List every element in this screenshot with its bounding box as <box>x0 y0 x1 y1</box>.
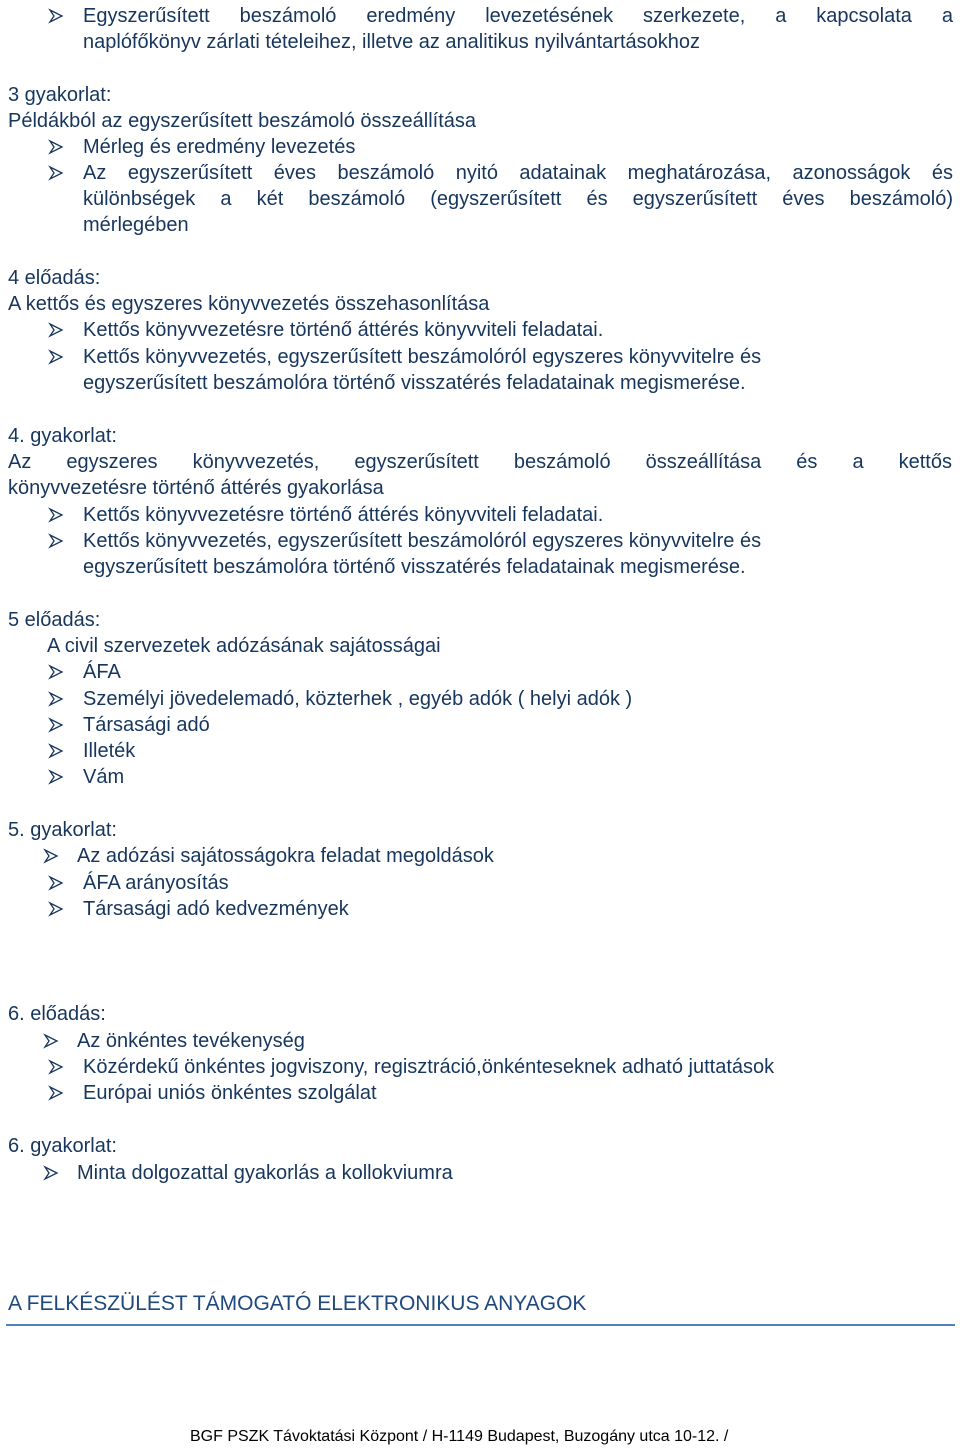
list-item-continuation: naplófőkönyv zárlati tételeihez, illetve az analitikus nyilvántartásokhoz <box>83 31 701 53</box>
list-item: ÁFA <box>83 661 121 683</box>
list-item-continuation: egyszerűsített beszámolóra történő visszatérés feladatainak megismerése. <box>83 372 746 394</box>
list-item-continuation: mérlegében <box>83 214 189 236</box>
arrowhead-bullet-icon <box>48 870 70 896</box>
list-item: Kettős könyvvezetésre történő áttérés könyvviteli feladatai. <box>83 319 604 341</box>
section-heading: 4. gyakorlat: <box>8 425 117 447</box>
arrowhead-bullet-icon <box>48 502 70 528</box>
list-item: Európai uniós önkéntes szolgálat <box>83 1082 377 1104</box>
section-heading: 5 előadás: <box>8 609 101 631</box>
arrowhead-bullet-icon <box>48 3 70 29</box>
list-item: Társasági adó <box>83 714 210 736</box>
arrowhead-bullet-icon <box>48 712 70 738</box>
arrowhead-bullet-icon <box>48 134 70 160</box>
arrowhead-bullet-icon <box>43 1028 65 1054</box>
section-title-continuation: könyvvezetésre történő áttérés gyakorlása <box>8 477 384 499</box>
heading-underline-divider <box>6 1324 955 1326</box>
list-item: Kettős könyvvezetés, egyszerűsített beszámolóról egyszeres könyvvitelre és <box>83 530 762 552</box>
section-heading: 4 előadás: <box>8 267 101 289</box>
list-item: Személyi jövedelemadó, közterhek , egyéb adók ( helyi adók ) <box>83 688 633 710</box>
section-heading: 5. gyakorlat: <box>8 819 117 841</box>
section-title: A kettős és egyszeres könyvvezetés összehasonlítása <box>8 293 490 315</box>
arrowhead-bullet-icon <box>48 659 70 685</box>
section-heading: 3 gyakorlat: <box>8 84 112 106</box>
arrowhead-bullet-icon <box>48 344 70 370</box>
list-item-continuation: egyszerűsített beszámolóra történő visszatérés feladatainak megismerése. <box>83 556 746 578</box>
list-item: Társasági adó kedvezmények <box>83 898 349 920</box>
arrowhead-bullet-icon <box>48 317 70 343</box>
page-footer: BGF PSZK Távoktatási Központ / H-1149 Budapest, Buzogány utca 10-12. / <box>190 1428 729 1445</box>
section-title: Példákból az egyszerűsített beszámoló összeállítása <box>8 110 477 132</box>
list-item: Az adózási sajátosságokra feladat megoldások <box>77 845 494 867</box>
arrowhead-bullet-icon <box>48 160 70 186</box>
arrowhead-bullet-icon <box>43 1160 65 1186</box>
list-item: Kettős könyvvezetés, egyszerűsített beszámolóról egyszeres könyvvitelre és <box>83 346 762 368</box>
list-item: Minta dolgozattal gyakorlás a kollokviumra <box>77 1162 453 1184</box>
arrowhead-bullet-icon <box>48 896 70 922</box>
list-item: Egyszerűsített beszámoló eredmény levezetésének szerkezete, a kapcsolata a <box>83 5 953 27</box>
arrowhead-bullet-icon <box>48 686 70 712</box>
section-title: Az egyszeres könyvvezetés, egyszerűsített beszámoló összeállítása és a kettős <box>8 451 952 473</box>
materials-heading: A FELKÉSZÜLÉST TÁMOGATÓ ELEKTRONIKUS ANYAGOK <box>8 1292 587 1315</box>
arrowhead-bullet-icon <box>48 528 70 554</box>
section-heading: 6. előadás: <box>8 1003 106 1025</box>
list-item: Az önkéntes tevékenység <box>77 1030 305 1052</box>
arrowhead-bullet-icon <box>48 1080 70 1106</box>
list-item: Közérdekű önkéntes jogviszony, regisztráció,önkénteseknek adható juttatások <box>83 1056 775 1078</box>
list-item: Illeték <box>83 740 136 762</box>
section-title: A civil szervezetek adózásának sajátosságai <box>47 635 441 657</box>
list-item: Mérleg és eredmény levezetés <box>83 136 356 158</box>
arrowhead-bullet-icon <box>48 764 70 790</box>
list-item: Az egyszerűsített éves beszámoló nyitó adatainak meghatározása, azonosságok és <box>83 162 953 184</box>
list-item: Vám <box>83 766 125 788</box>
arrowhead-bullet-icon <box>48 738 70 764</box>
arrowhead-bullet-icon <box>48 1054 70 1080</box>
section-heading: 6. gyakorlat: <box>8 1135 117 1157</box>
list-item: Kettős könyvvezetésre történő áttérés könyvviteli feladatai. <box>83 504 604 526</box>
arrowhead-bullet-icon <box>43 843 65 869</box>
list-item-continuation: különbségek a két beszámoló (egyszerűsített és egyszerűsített éves beszámoló) <box>83 188 953 210</box>
list-item: ÁFA arányosítás <box>83 872 229 894</box>
